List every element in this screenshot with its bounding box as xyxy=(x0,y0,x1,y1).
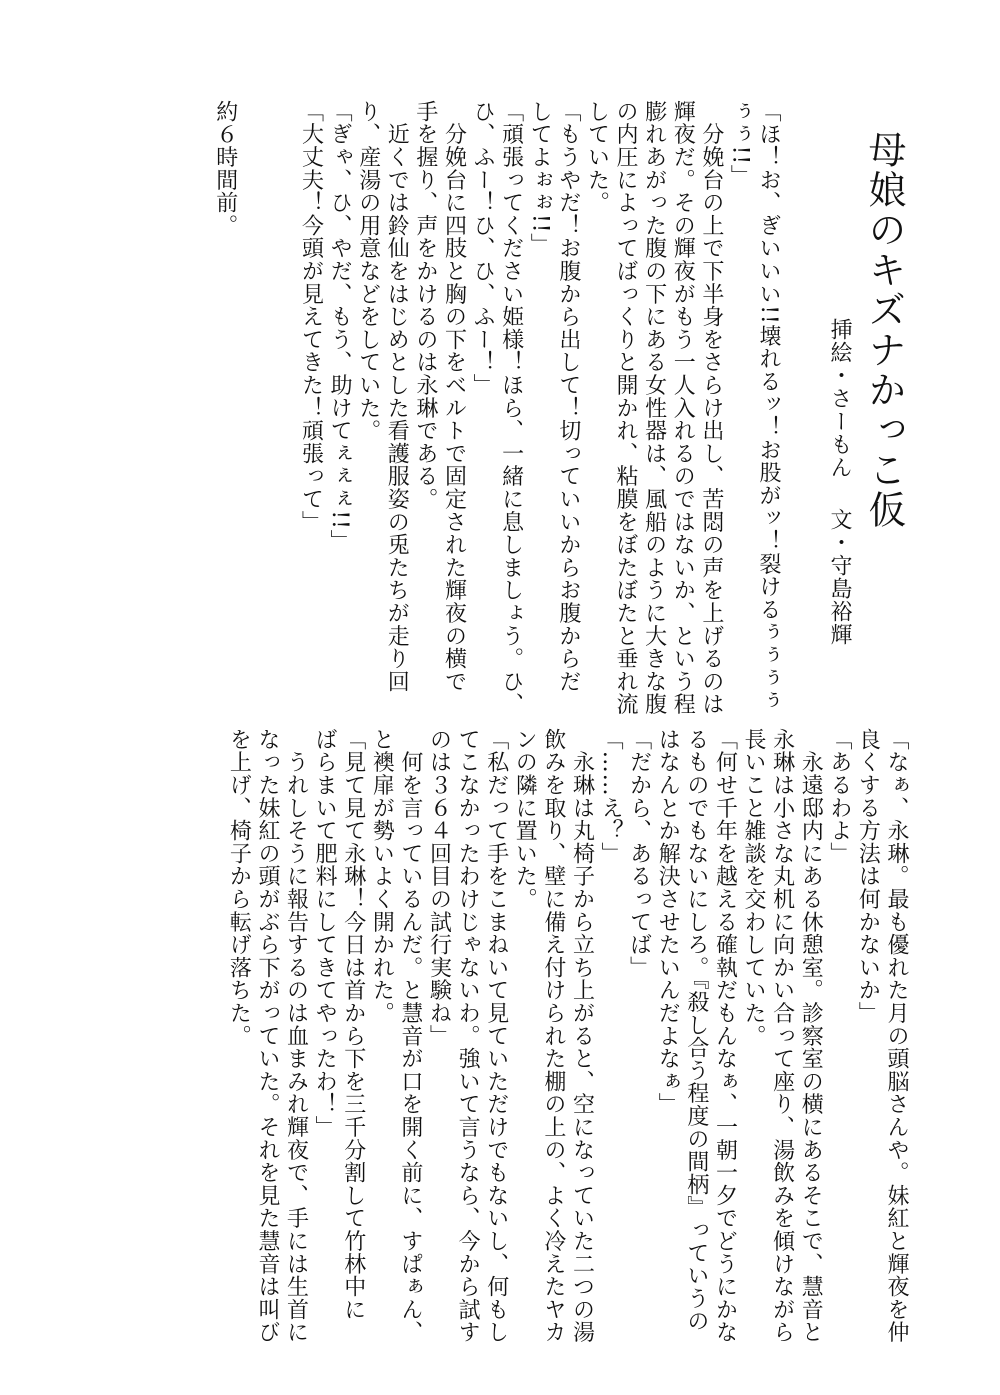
text-line: していた。 xyxy=(584,100,610,214)
text-line: 永遠邸内にある休憩室。診察室の横にあるそこで、慧音と xyxy=(798,728,824,1344)
text-line: 「何せ千年を越える確執だもんなぁ、一朝一夕でどうにかな xyxy=(712,728,738,1344)
text-line: 「……え？」 xyxy=(598,728,624,865)
text-line: 永琳は丸椅子から立ち上がると、空になっていた二つの湯 xyxy=(569,728,595,1344)
text-line: のは３６４回目の試行実験ね」 xyxy=(426,728,452,1048)
text-line: はなんとか解決させたいんだよなぁ」 xyxy=(655,728,681,1116)
text-line: なった妹紅の頭がぶら下がっていた。それを見た慧音は叫び xyxy=(254,728,280,1344)
text-line: 「ほ！お、ぎいいい!!壊れるッ！お股がッ！裂けるぅぅぅぅ xyxy=(756,100,781,713)
text-line: 「だから、あるってば」 xyxy=(626,728,652,979)
text-line: と襖扉が勢いよく開かれた。 xyxy=(369,728,395,1025)
story-column-top xyxy=(210,100,782,716)
text-line: 「ぎゃ、ひ、やだ、もう、助けてぇぇぇ!!」 xyxy=(327,100,353,553)
text-line: してよぉぉ!!」 xyxy=(527,100,553,257)
text-line: 「なぁ、永琳。最も優れた月の頭脳さんや。妹紅と輝夜を仲 xyxy=(884,728,909,1344)
text-line: るものでもないにしろ。『殺し合う程度の間柄』っていうの xyxy=(683,728,709,1333)
blank-line xyxy=(239,100,268,680)
text-line: 「見て見て永琳！今日は首から下を三千分割して竹林中に xyxy=(340,728,366,1321)
text-line: 近くでは鈴仙をはじめとした看護服姿の兎たちが走り回 xyxy=(384,100,410,693)
text-line: 良くする方法は何かないか」 xyxy=(855,728,881,1025)
text-line: ばらまいて肥料にしてきてやったわ！」 xyxy=(312,728,338,1139)
blank-line xyxy=(267,100,296,680)
text-line: うれしそうに報告するのは血まみれ輝夜で、手には生首に xyxy=(283,728,309,1344)
story-column-bottom xyxy=(224,728,910,1344)
text-line: の内圧によってばっくりと開かれ、粘膜をぼたぼたと垂れ流 xyxy=(613,100,639,716)
text-line: 「大丈夫！今頭が見えてきた！頑張って」 xyxy=(298,100,324,534)
text-line: ひ、ふー！ひ、ひ、ふー！」 xyxy=(470,100,496,397)
text-line: 分娩台に四肢と胸の下をベルトで固定された輝夜の横で xyxy=(441,100,467,693)
page-title: 母娘のキズナかっこ仮 xyxy=(862,130,906,530)
text-line: ンの隣に置いた。 xyxy=(512,728,538,911)
text-line: 「頑張ってください姫様！ほら、一緒に息しましょう。ひ、 xyxy=(498,100,524,716)
text-line: 輝夜だ。その輝夜がもう一人入れるのではないか、という程 xyxy=(670,100,696,716)
text-line: 長いこと雑談を交わしていた。 xyxy=(741,728,767,1048)
text-line: 何を言っているんだ。と慧音が口を開く前に、すぱぁん、 xyxy=(397,728,423,1344)
text-line: ぅぅ!!」 xyxy=(727,100,753,188)
text-line: 膨れあがった腹の下にある女性器は、風船のように大きな腹 xyxy=(641,100,667,716)
text-line: 永琳は小さな丸机に向かい合って座り、湯飲みを傾けながら xyxy=(769,728,795,1344)
text-line: 「あるわよ」 xyxy=(826,728,852,865)
author-credit: 文・守島裕輝 xyxy=(827,508,852,646)
text-line: り、産湯の用意などをしていた。 xyxy=(355,100,381,442)
text-line: を上げ、椅子から転げ落ちた。 xyxy=(226,728,252,1048)
text-line: 手を握り、声をかけるのは永琳である。 xyxy=(412,100,438,511)
text-line: 約６時間前。 xyxy=(212,100,238,237)
text-line: 飲みを取り、壁に備え付けられた棚の上の、よく冷えたヤカ xyxy=(540,728,566,1344)
text-line: てこなかったわけじゃないわ。強いて言うなら、今から試す xyxy=(455,728,481,1344)
illustration-credit: 挿絵・さーもん xyxy=(827,318,852,479)
text-line: 「もうやだ！お腹から出して！切っていいからお腹からだ xyxy=(555,100,581,693)
text-line: 分娩台の上で下半身をさらけ出し、苦悶の声を上げるのは xyxy=(698,100,724,716)
text-line: 「私だって手をこまねいて見ていただけでもないし、何もし xyxy=(483,728,509,1344)
